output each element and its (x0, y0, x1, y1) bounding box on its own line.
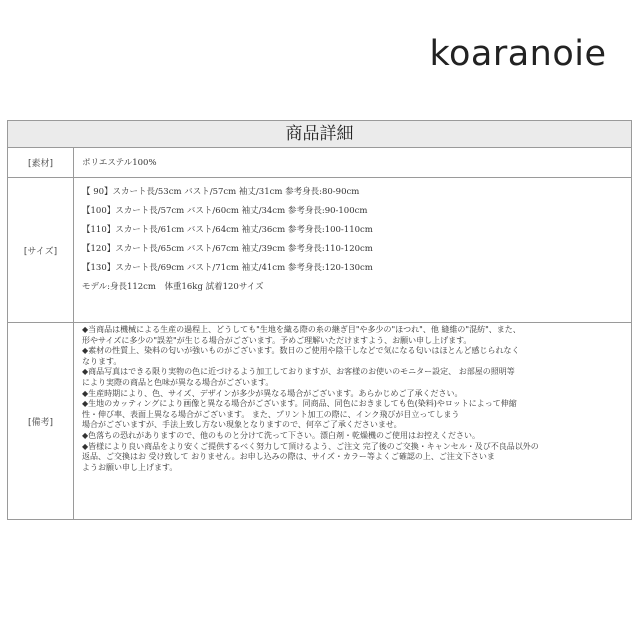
notes-line: ◆皆様により良い商品をより安くご提供するべく努力して頂けるよう、ご注文 完了後のご交換・キャンセル・及び不良品以外の (82, 441, 539, 451)
brand-name: koaranoie (429, 34, 607, 74)
size-line-100: 【100】スカート長/57cm バスト/60cm 袖丈/34cm 参考身長:90-100cm (82, 206, 368, 216)
notes-line: により実際の商品と色味が異なる場合がございます。 (82, 377, 274, 387)
material-label: [素材] (8, 148, 74, 177)
notes-row (8, 323, 631, 519)
notes-line: ◆素材の性質上、染料の匂いが強いものがございます。数日のご使用や陰干しなどで気になる匂いはほとんど感じられなく (82, 346, 520, 356)
notes-line: 返品、ご交換はお 受け致して おりません。お申し込みの際は、サイズ・カラー等よくご確認の上、ご注文下さいま (82, 452, 495, 462)
size-label: [サイズ] (8, 178, 74, 322)
model-info: モデル:身長112cm 体重16kg 試着120サイズ (82, 282, 264, 292)
notes-line: ◆当商品は機械による生産の過程上、どうしても"生地を織る際の糸の継ぎ目"や多少の"ほつれ"、他 縫維の"混紡"、また、 (82, 325, 521, 334)
notes-line: ◆生産時期により、色、サイズ、デザインが多少が異なる場合がございます。あらかじめご了承ください。 (82, 388, 463, 398)
material-row (8, 148, 631, 178)
material-value: ポリエステル100% (82, 158, 157, 168)
table-title: 商品詳細 (8, 121, 631, 148)
size-row (8, 178, 631, 323)
size-line-130: 【130】スカート長/69cm バスト/71cm 袖丈/41cm 参考身長:120-130cm (82, 263, 373, 273)
size-line-110: 【110】スカート長/61cm バスト/64cm 袖丈/36cm 参考身長:100-110cm (82, 225, 373, 235)
size-line-90: 【 90】スカート長/53cm バスト/57cm 袖丈/31cm 参考身長:80-90cm (82, 187, 360, 197)
notes-line: なります。 (82, 356, 122, 366)
notes-line: 場合がございますが、手法上致し方ない現象となりますので、何卒ご了承くださいませ。 (82, 420, 402, 430)
notes-line: ◆色落ちの恐れがありますので、他のものと分けて洗って下さい。漂白剤・乾燥機のご使用はお控えください。 (82, 430, 480, 440)
product-detail-table (7, 120, 632, 520)
notes-label: [備考] (8, 323, 74, 519)
notes-line: 性・伸び率、表面上異なる場合がございます。 また、プリント加工の際に、インク飛びが目立ってしまう (82, 409, 460, 419)
notes-line: ◆生地のカッティングにより画像と異なる場合がございます。同商品、同色におきましても色(染料)やロットによって伸縮 (82, 399, 517, 409)
notes-line: ◆商品写真はできる限り実物の色に近づけるよう加工しておりますが、お客様のお使いのモニター設定、 お部屋の照明等 (82, 367, 515, 377)
notes-line: 形やサイズに多少の"誤差"が生じる場合がございます。予めご理解いただけますよう、お願い申し上げます。 (82, 335, 472, 345)
size-line-120: 【120】スカート長/65cm バスト/67cm 袖丈/39cm 参考身長:110-120cm (82, 244, 373, 254)
notes-line: ようお願い申し上げます。 (82, 462, 178, 472)
